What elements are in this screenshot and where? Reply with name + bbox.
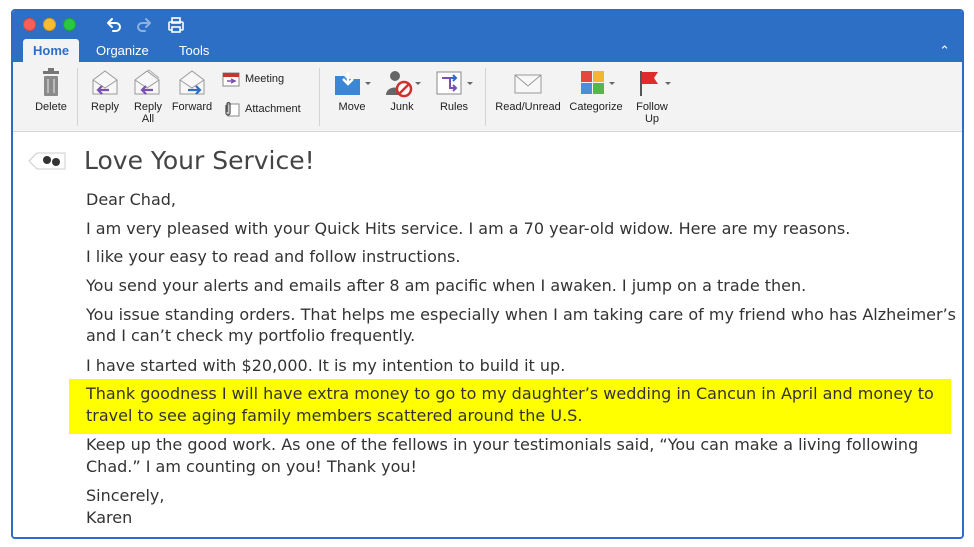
ribbon-toolbar [13,62,962,132]
reading-pane [13,132,962,539]
close-window-button[interactable] [23,18,36,31]
junk-label: Junk [390,101,414,113]
meeting-button[interactable] [222,71,284,87]
forward-icon [176,68,208,98]
redo-icon[interactable] [135,15,155,35]
tab-tools[interactable]: Tools [179,43,210,58]
title-bar [13,11,962,39]
trash-icon [38,68,64,98]
move-folder-icon [332,68,372,98]
categorize-label: Categorize [569,101,623,113]
attachment-button[interactable] [222,101,301,117]
body-line: Chad.” I am counting on you! Thank you! [86,457,417,476]
forward-button[interactable] [170,68,214,113]
ribbon-tabs [13,39,962,62]
delete-label: Delete [35,101,67,113]
read-unread-button[interactable] [493,68,563,113]
follow-up-label: Follow Up [636,101,668,125]
ribbon-divider [485,68,486,126]
read-unread-label: Read/Unread [495,101,561,113]
ribbon-divider [77,68,78,126]
zoom-window-button[interactable] [63,18,76,31]
body-line: I like your easy to read and follow instructions. [86,247,461,266]
reply-label: Reply [90,101,120,113]
categorize-button[interactable] [565,68,627,113]
highlighted-line: Thank goodness I will have extra money to go to my daughter’s wedding in Cancun in April and money to [86,384,934,403]
closing-line: Sincerely, [86,486,165,505]
attachment-label: Attachment [245,102,301,115]
print-icon[interactable] [166,15,186,35]
envelope-icon [512,68,544,98]
minimize-window-button[interactable] [43,18,56,31]
reply-icon [89,68,121,98]
conversation-icon[interactable] [27,150,69,172]
greeting-line: Dear Chad, [86,190,176,209]
junk-icon [382,68,422,98]
body-line: I am very pleased with your Quick Hits service. I am a 70 year-old widow. Here are my reasons. [86,219,851,238]
reply-all-button[interactable] [128,68,168,125]
reply-button[interactable] [87,68,123,113]
undo-icon[interactable] [103,15,123,35]
follow-up-button[interactable] [629,68,675,125]
signature-line: Karen [86,508,133,527]
body-line: Keep up the good work. As one of the fellows in your testimonials said, “You can make a living following [86,435,919,454]
rules-label: Rules [439,101,469,113]
calendar-icon [222,71,240,87]
paperclip-icon [222,101,240,117]
junk-button[interactable] [379,68,425,113]
rules-button[interactable] [431,68,477,113]
highlighted-line: travel to see aging family members scattered around the U.S. [86,406,583,425]
body-line: I have started with $20,000. It is my intention to build it up. [86,356,566,375]
reply-all-icon [131,68,165,98]
tab-organize[interactable]: Organize [96,43,149,58]
message-subject: Love Your Service! [84,146,315,175]
move-label: Move [338,101,366,113]
meeting-label: Meeting [245,72,285,85]
collapse-ribbon-icon[interactable]: ⌃ [939,43,950,58]
mail-window [11,9,964,539]
flag-icon [632,68,672,98]
forward-label: Forward [171,101,213,113]
ribbon-divider [319,68,320,126]
move-button[interactable] [329,68,375,113]
reply-all-label: Reply All [133,101,163,125]
body-line: You send your alerts and emails after 8 am pacific when I awaken. I jump on a trade then. [86,276,807,295]
tab-home[interactable]: Home [23,39,79,62]
delete-button[interactable] [31,68,71,113]
body-line: and I can’t check my portfolio frequently. [86,326,416,345]
body-line: You issue standing orders. That helps me especially when I am taking care of my friend who has Alzheimer’s [86,305,956,324]
categorize-icon [576,68,616,98]
rules-icon [434,68,474,98]
